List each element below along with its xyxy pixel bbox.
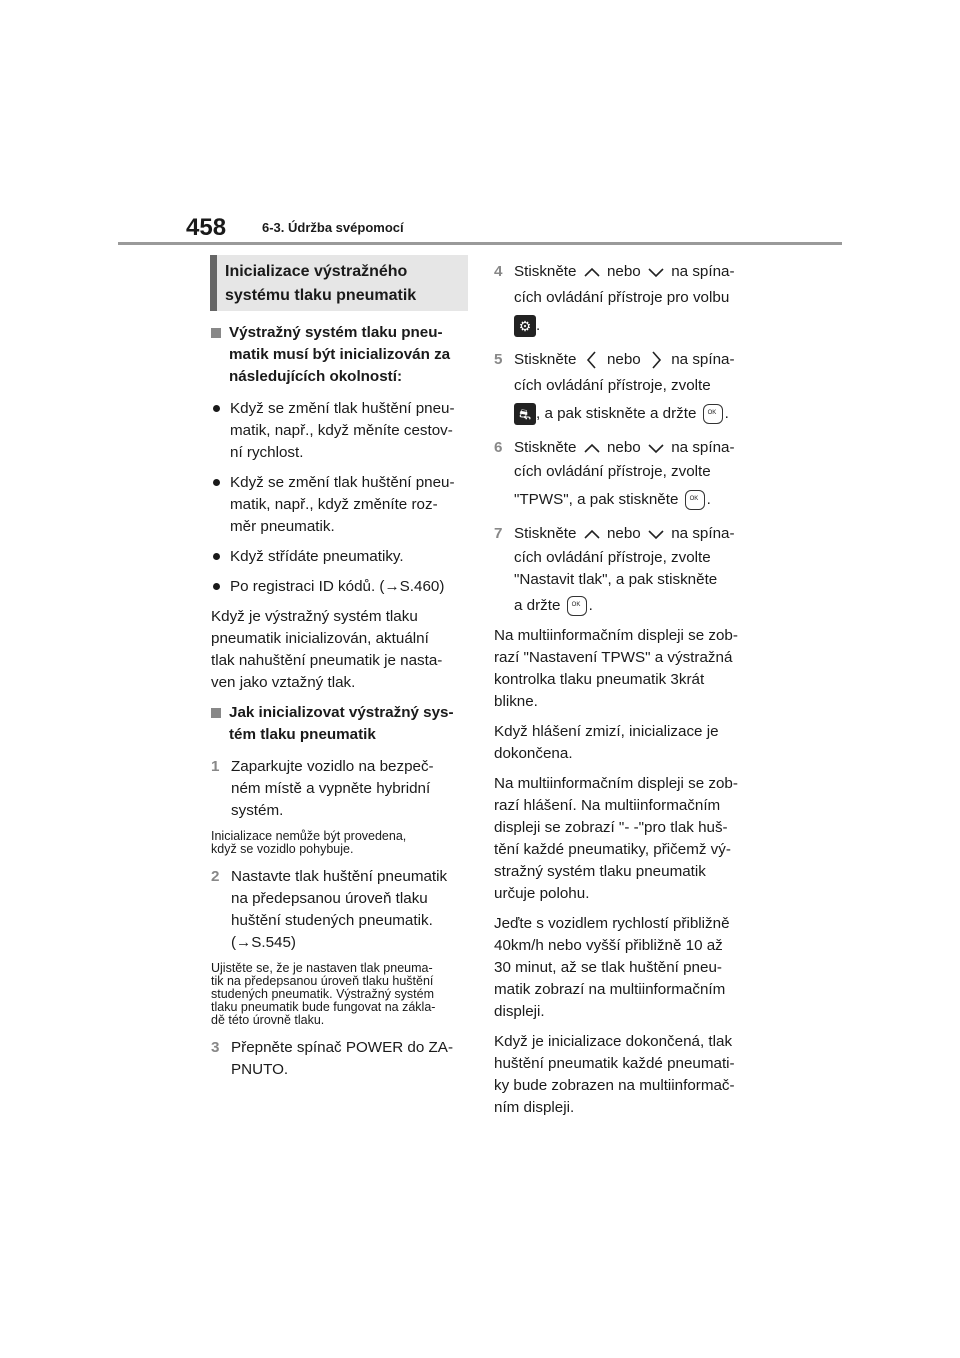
header-rule — [118, 242, 842, 245]
ok-button-icon: OK — [567, 596, 587, 616]
paragraph — [211, 606, 469, 694]
text-line — [514, 523, 735, 545]
text-line: "Nastavit tlak", a pak stiskněte — [514, 571, 718, 589]
text-line: cích ovládání přístroje, zvolte — [514, 463, 711, 481]
text-line: následujících okolností: — [229, 368, 402, 385]
settings-icon: ⚙ — [514, 315, 536, 337]
vehicle-settings-icon: ⛐ — [514, 403, 536, 425]
step-7 — [494, 523, 756, 617]
text-line: Jeďte s vozidlem rychlostí přibližně — [494, 915, 730, 933]
text: na spína- — [671, 263, 735, 280]
text-line — [514, 315, 735, 337]
text: nebo — [606, 351, 641, 369]
right-column — [494, 261, 756, 1127]
text: , a pak stiskněte a držte — [536, 405, 697, 423]
down-arrow-icon — [645, 527, 667, 541]
text-line: dě této úrovně tlaku. — [211, 1013, 325, 1027]
text: "TPWS", a pak stiskněte — [514, 491, 679, 509]
text-line: Nastavte tlak huštění pneumatik — [231, 868, 448, 885]
text: nebo — [606, 439, 641, 457]
text-line — [514, 437, 735, 459]
text-line: měr pneumatik. — [230, 518, 335, 535]
ok-button-icon: OK — [685, 490, 705, 510]
paragraph — [494, 1031, 756, 1119]
text-line: Když střídáte pneumatiky. — [230, 548, 404, 565]
subheading — [211, 702, 469, 746]
note — [211, 962, 469, 1027]
text-line: matik musí být inicializován za — [229, 346, 451, 363]
page-number: 458 — [186, 214, 227, 241]
bullet-dot-icon — [213, 405, 220, 412]
down-arrow-icon — [645, 265, 667, 279]
text-line: tik na předepsanou úroveň tlaku huštění — [211, 974, 434, 988]
box-title-line: systému tlaku pneumatik — [225, 287, 417, 304]
text-line: Když je výstražný systém tlaku — [211, 608, 418, 625]
text: Stiskněte — [514, 263, 577, 280]
text-line: huštění pneumatik každé pneumati- — [494, 1055, 735, 1073]
text: . — [588, 597, 593, 615]
text: na spína- — [671, 351, 735, 369]
step-number: 1 — [211, 758, 220, 775]
step-1 — [211, 756, 469, 822]
text-line: kontrolka tlaku pneumatik 3krát — [494, 671, 705, 689]
text-line: displeji. — [494, 1003, 545, 1021]
text-line: displeji se zobrazí "- -"pro tlak huš- — [494, 819, 728, 837]
text-line: Ujistěte se, že je nastaven tlak pneuma- — [211, 961, 433, 975]
text-line: Na multiinformačním displeji se zob- — [494, 775, 738, 793]
text-line: studených pneumatik. Výstražný systém — [211, 987, 435, 1001]
text-line — [514, 595, 735, 617]
bullet-item — [211, 546, 469, 568]
text-line: dokončena. — [494, 745, 573, 763]
text-line: Inicializace nemůže být provedena, — [211, 829, 407, 843]
text-line — [514, 403, 735, 425]
text: nebo — [606, 263, 641, 280]
text: Stiskněte — [514, 525, 577, 543]
section-title: 6-3. Údržba svépomocí — [262, 220, 404, 235]
text: . — [536, 317, 541, 335]
text-line: na předepsanou úroveň tlaku — [231, 890, 428, 907]
bullet-dot-icon — [213, 583, 220, 590]
up-arrow-icon — [581, 265, 603, 279]
text-line: pneumatik inicializován, aktuální — [211, 630, 429, 647]
text-line: ky bude zobrazen na multiinformač- — [494, 1077, 735, 1095]
box-title-line: Inicializace výstražného — [225, 263, 408, 280]
ok-button-icon: OK — [703, 404, 723, 424]
text-line: PNUTO. — [231, 1061, 289, 1078]
text-line: Když hlášení zmizí, inicializace je — [494, 723, 719, 741]
text-line — [514, 349, 735, 371]
text-line: ném místě a vypněte hybridní — [231, 780, 431, 797]
text-line: Výstražný systém tlaku pneu- — [229, 324, 443, 341]
step-2 — [211, 866, 469, 954]
text: na spína- — [671, 525, 735, 543]
step-number: 5 — [494, 351, 503, 369]
text-line: matik zobrazí na multiinformačním — [494, 981, 726, 999]
text-line: matik, např., když změníte roz- — [230, 496, 438, 513]
text-line: razí "Nastavení TPWS" a výstražná — [494, 649, 733, 667]
text: . — [724, 405, 729, 423]
text-line: tění každé pneumatiky, přičemž vý- — [494, 841, 731, 859]
text-line: 40km/h nebo vyšší přibližně 10 až — [494, 937, 723, 955]
bullet-dot-icon — [213, 553, 220, 560]
text-line: Zaparkujte vozidlo na bezpeč- — [231, 758, 434, 775]
text: . — [706, 491, 711, 509]
text-line: Jak inicializovat výstražný sys- — [229, 704, 454, 721]
step-3 — [211, 1037, 469, 1081]
square-bullet-icon — [211, 328, 221, 338]
text-line: Když se změní tlak huštění pneu- — [230, 474, 455, 491]
text-line: tlak nahuštění pneumatik je nasta- — [211, 652, 443, 669]
text-line: ní rychlost. — [230, 444, 304, 461]
text-line: tlaku pneumatik bude fungovat na zákla- — [211, 1000, 436, 1014]
text-line: cích ovládání přístroje, zvolte — [514, 377, 711, 395]
text-line: huštění studených pneumatik. — [231, 912, 433, 929]
text: na spína- — [671, 439, 735, 457]
step-number: 3 — [211, 1039, 220, 1056]
text-line: Po registraci ID kódů. (→S.460) — [230, 578, 445, 595]
text-line — [514, 489, 735, 511]
text-line: (→S.545) — [231, 934, 296, 951]
text-line: Když je inicializace dokončená, tlak — [494, 1033, 733, 1051]
text-line: systém. — [231, 802, 284, 819]
down-arrow-icon — [645, 441, 667, 455]
text-line — [514, 261, 735, 283]
text-line: cích ovládání přístroje, zvolte — [514, 549, 711, 567]
text: nebo — [606, 525, 641, 543]
text-line: matik, např., když měníte cestov- — [230, 422, 453, 439]
text-line: Když se změní tlak huštění pneu- — [230, 400, 455, 417]
step-number: 2 — [211, 868, 220, 885]
text-line: ven jako vztažný tlak. — [211, 674, 356, 691]
left-arrow-icon — [581, 349, 603, 371]
text: Stiskněte — [514, 439, 577, 457]
step-6 — [494, 437, 756, 511]
bullet-item — [211, 398, 469, 464]
up-arrow-icon — [581, 441, 603, 455]
paragraph — [494, 913, 756, 1023]
bullet-item — [211, 576, 469, 598]
text-line: blikne. — [494, 693, 538, 711]
step-4 — [494, 261, 756, 337]
step-number: 6 — [494, 439, 503, 457]
step-5 — [494, 349, 756, 425]
paragraph — [494, 625, 756, 713]
text: Stiskněte — [514, 351, 577, 369]
up-arrow-icon — [581, 527, 603, 541]
subheading — [211, 322, 469, 388]
bullet-dot-icon — [213, 479, 220, 486]
square-bullet-icon — [211, 708, 221, 718]
text: a držte — [514, 597, 561, 615]
bullet-item — [211, 472, 469, 538]
text-line: ním displeji. — [494, 1099, 575, 1117]
section-heading-box — [210, 255, 468, 311]
text-line: Na multiinformačním displeji se zob- — [494, 627, 738, 645]
text-line: stražný systém tlaku pneumatik — [494, 863, 706, 881]
right-arrow-icon — [645, 349, 667, 371]
paragraph — [494, 721, 756, 765]
paragraph — [494, 773, 756, 905]
text-line: když se vozidlo pohybuje. — [211, 842, 354, 856]
text-line: razí hlášení. Na multiinformačním — [494, 797, 721, 815]
note — [211, 830, 469, 856]
text-line: Přepněte spínač POWER do ZA- — [231, 1039, 453, 1056]
step-number: 4 — [494, 263, 503, 280]
text-line: 30 minut, až se tlak huštění pneu- — [494, 959, 722, 977]
text-line: tém tlaku pneumatik — [229, 726, 376, 743]
step-number: 7 — [494, 525, 503, 543]
text-line: určuje polohu. — [494, 885, 590, 903]
text-line: cích ovládání přístroje pro volbu — [514, 289, 730, 306]
left-column — [211, 322, 469, 1089]
